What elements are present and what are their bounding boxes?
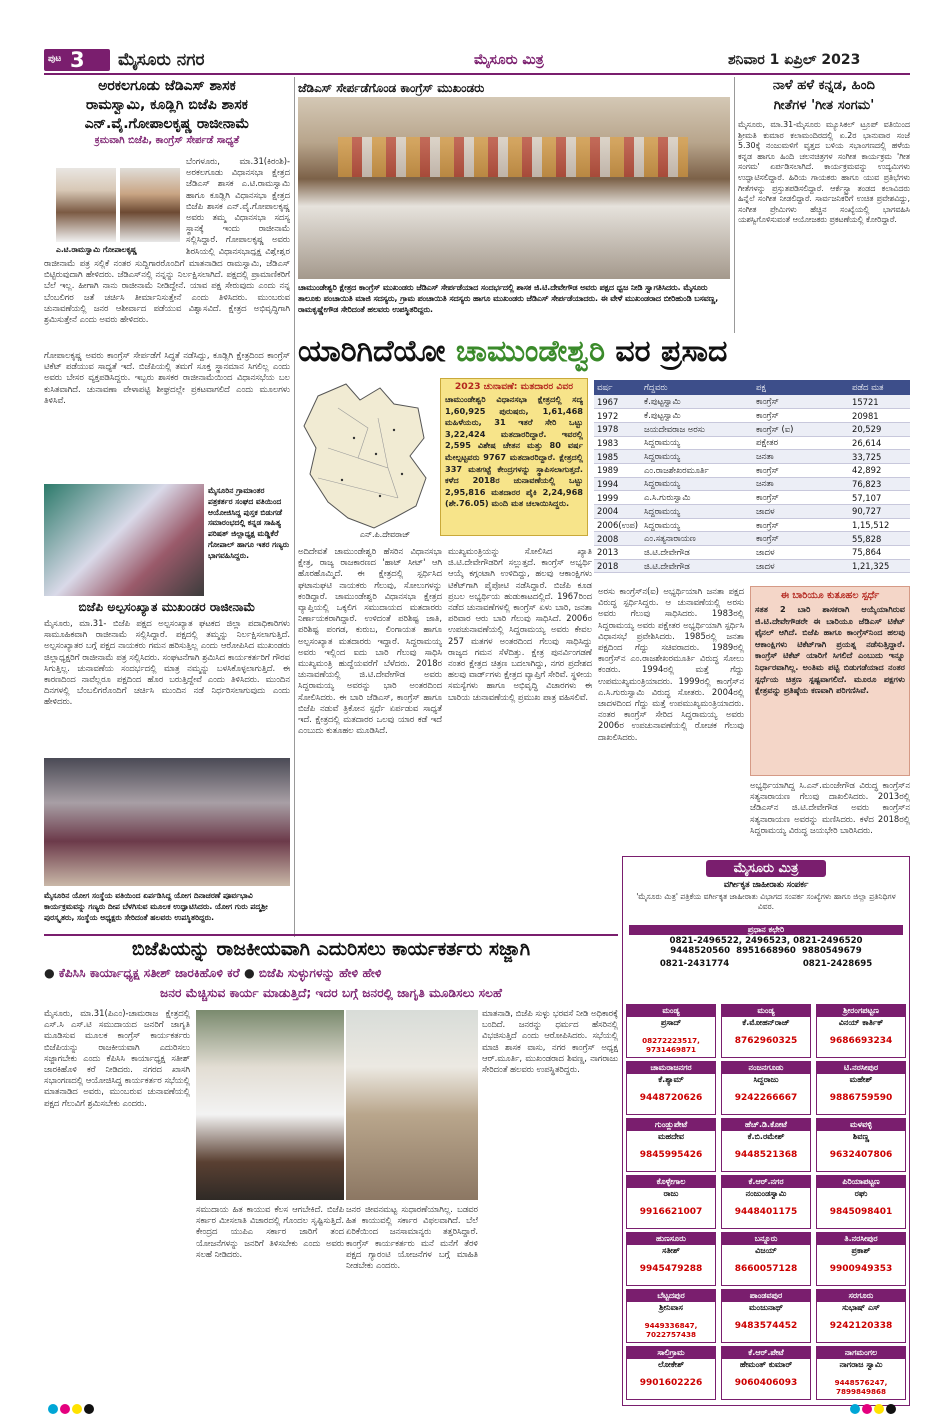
th-year: ವರ್ಷ <box>594 380 641 395</box>
ad-card <box>816 1232 906 1286</box>
results-table-cell: 20981 <box>849 409 910 423</box>
results-table-cell: ಕಾಂಗ್ರೆಸ್ (ಐ) <box>753 422 849 436</box>
bjp-story-divider <box>44 934 618 936</box>
results-table-row <box>594 395 910 409</box>
results-table-cell: 26,614 <box>849 436 910 450</box>
ad-card-name: ವಿಜಯ್ <box>755 1246 777 1255</box>
ad-card-city: ಸರಗೂರು <box>817 1290 905 1302</box>
results-table-cell: ಕಾಂಗ್ರೆಸ್ <box>753 395 849 409</box>
story1-photo-caption: ಎ.ಟಿ.ರಾಮಸ್ವಾಮಿ ಗೋಪಾಲಕೃಷ್ಣ <box>56 245 137 254</box>
ad-card-phone: 08272223517, 9731469871 <box>642 1036 700 1054</box>
ad-card-phone: 9845995426 <box>639 1150 703 1160</box>
ad-card-name: ಹೇಮಂತ್ ಕುಮಾರ್ <box>739 1360 793 1369</box>
page-label: ಪುಟ <box>48 54 62 64</box>
ad-card-phone: 9060406093 <box>734 1378 798 1388</box>
office-mobiles <box>623 946 909 956</box>
story3-photo-caption: ಮೈಸೂರಿನ ಯೋಗ ಸಂಸ್ಥೆಯ ವತಿಯಿಂದ ಏರ್ಪಡಿಸಿದ್ದ ಯೋಗ ದಿನಾಚರಣೆ ಪೂರ್ವಭಾವಿ ಕಾರ್ಯಕ್ರಮವನ್ನು ಗಣ್ಯರು ದೀಪ ಬೆಳಗಿಸುವ ಮೂಲಕ ಉದ್ಘಾಟಿಸಿದರು. ಯೋಗ ಗುರು ಪದ್ಮಶ್ರೀ ಪುರಸ್ಕೃತರು, ಸಂಸ್ಥೆಯ ಅಧ್ಯಕ್ಷರು ಸೇರಿದಂತೆ ಹಲವರು ಉಪಸ್ಥಿತರಿದ್ದರು. <box>44 891 268 922</box>
ad-card-phone: 9483574452 <box>734 1321 798 1331</box>
results-table-cell: 1972 <box>594 409 641 423</box>
ad-card-city: ಟಿ.ನರಸೀಪುರ <box>817 1062 905 1074</box>
ad-card-phone: 9886759590 <box>829 1093 893 1103</box>
results-table-cell: ಜಾದಳ <box>753 546 849 560</box>
results-table-cell: 57,107 <box>849 491 910 505</box>
ad-card <box>721 1004 811 1058</box>
ad-card <box>816 1289 906 1343</box>
page-number-tab <box>44 49 110 71</box>
results-table-cell: ಜಿ.ಟಿ.ದೇವೇಗೌಡ <box>641 559 753 573</box>
th-winner: ಗೆದ್ದವರು <box>641 380 753 395</box>
results-table-cell: 2018 <box>594 559 641 573</box>
ad-card <box>721 1175 811 1229</box>
photo-jarkiholi-speech <box>196 1010 344 1200</box>
ad-card-phone: 9632407806 <box>829 1150 893 1160</box>
ad-card <box>626 1004 716 1058</box>
banner-photo-title: ಜೆಡಿಎಸ್ ಸೇರ್ಪಡೆಗೊಂಡ ಕಾಂಗ್ರೆಸ್ ಮುಖಂಡರು <box>298 81 485 95</box>
registration-mark <box>862 1404 872 1414</box>
results-table-cell: ಕೆ.ಪುಟ್ಟಸ್ವಾಮಿ <box>641 395 753 409</box>
registration-mark <box>850 1404 860 1414</box>
results-table-cell: ಕಾಂಗ್ರೆಸ್ <box>753 532 849 546</box>
results-table-row <box>594 505 910 519</box>
contest-box-title: ಈ ಬಾರಿಯೂ ಕುತೂಹಲ ಸ್ಪರ್ಧೆ <box>780 590 880 601</box>
registration-mark <box>72 1404 82 1414</box>
story2-headline: ಬಿಜೆಪಿ ಅಲ್ಪಸಂಖ್ಯಾತ ಮುಖಂಡರ ರಾಜೀನಾಮೆ <box>78 600 256 614</box>
masthead-rule <box>44 73 910 75</box>
constituency-map <box>298 378 438 534</box>
results-table-cell: ಜಿ.ಟಿ.ದೇವೇಗೌಡ <box>641 546 753 560</box>
ad-card <box>816 1004 906 1058</box>
results-table-cell: ಜಾದಳ <box>753 505 849 519</box>
ad-card <box>816 1061 906 1115</box>
results-table-cell: ಸಿದ್ದರಾಮಯ್ಯ <box>641 505 753 519</box>
banner-photo-caption: ಚಾಮುಂಡೇಶ್ವರಿ ಕ್ಷೇತ್ರದ ಕಾಂಗ್ರೆಸ್ ಮುಖಂಡರು ಜೆಡಿಎಸ್ ಸೇರ್ಪಡೆಯಾದ ಸಂದರ್ಭದಲ್ಲಿ ಶಾಸಕ ಜಿ.ಟಿ.ದೇವೇಗೌಡ ಅವರು ಪಕ್ಷದ ಧ್ವಜ ನೀಡಿ ಸ್ವಾಗತಿಸಿದರು. ಮೈಸೂರು ತಾಲೂಕು ಪಂಚಾಯಿತಿ ಮಾಜಿ ಸದಸ್ಯರು, ಗ್ರಾಮ ಪಂಚಾಯಿತಿ ಸದಸ್ಯರು ಹಾಗೂ ಮುಖಂಡರು ಜೆಡಿಎಸ್ ಸೇರ್ಪಡೆಯಾದರು. ಈ ವೇಳೆ ಮುಖಂಡರಾದ ಬೀರಿಹುಂಡಿ ಬಸವಣ್ಣ, ರಾಮಕೃಷ್ಣೇಗೌಡ ಸೇರಿದಂತೆ ಹಲವರು ಉಪಸ್ಥಿತರಿದ್ದರು. <box>298 283 719 314</box>
bjp-col3: ಜನರ ಜೀವನಮಟ್ಟ ಸುಧಾರಣೆಯಾಗಿಲ್ಲ. ಬಡವರ ಹಿತ ಕಾಯುವಲ್ಲಿ ಸರ್ಕಾರ ವಿಫಲವಾಗಿದೆ. ಬೆಲೆ ಏರಿಕೆಯಿಂದ ಜನಸಾಮಾನ್ಯರು ತತ್ತರಿಸಿದ್ದಾರೆ. ಕಾಂಗ್ರೆಸ್ ಕಾರ್ಯಕರ್ತರು ಮನೆ ಮನೆಗೆ ತೆರಳಿ ಪಕ್ಷದ ಗ್ಯಾರಂಟಿ ಯೋಜನೆಗಳ ಬಗ್ಗೆ ಮಾಹಿತಿ ನೀಡಬೇಕು ಎಂದರು. <box>346 1204 478 1271</box>
results-table-cell: 20,529 <box>849 422 910 436</box>
results-table-cell: ಎ.ಸಿ.ಗುರುಸ್ವಾಮಿ <box>641 491 753 505</box>
column-divider-right <box>734 77 735 333</box>
headline-part-b: ಚಾಮುಂಡೇಶ್ವರಿ <box>455 334 605 369</box>
ad-card-phone: 9448401175 <box>734 1207 798 1217</box>
results-table-cell: ಜನತಾ <box>753 450 849 464</box>
results-table-cell: ಸಿದ್ದರಾಮಯ್ಯ <box>641 450 753 464</box>
ad-card <box>721 1289 811 1343</box>
ad-card-city: ನಂಜನಗೂಡು <box>722 1062 810 1074</box>
chamundeshwari-col1: ಅದಿದೇವತೆ ಚಾಮುಂಡೇಶ್ವರಿ ಹೆಸರಿನ ವಿಧಾನಸಭಾ ಕ್ಷೇತ್ರ, ರಾಜ್ಯ ರಾಜಕಾರಣದ 'ಹಾಟ್ ಸೀಟ್' ಆಗಿ ಹೊರಹೊಮ್ಮಿದೆ. ಈ ಕ್ಷೇತ್ರದಲ್ಲಿ ಸ್ಪರ್ಧಿಸಿದ ಘಟಾನುಘಟಿ ನಾಯಕರು ಗೆಲುವು, ಸೋಲುಗಳನ್ನು ಕಂಡಿದ್ದಾರೆ. ಚಾಮುಂಡೇಶ್ವರಿ ವಿಧಾನಸಭಾ ಕ್ಷೇತ್ರದ ವ್ಯಾಪ್ತಿಯಲ್ಲಿ ಒಕ್ಕಲಿಗ ಸಮುದಾಯದ ಮತದಾರರು ನಿರ್ಣಾಯಕರಾಗಿದ್ದಾರೆ. ಉಳಿದಂತೆ ಪರಿಶಿಷ್ಟ ಜಾತಿ, ಪರಿಶಿಷ್ಟ ಪಂಗಡ, ಕುರುಬ, ಲಿಂಗಾಯತ ಹಾಗೂ ಅಲ್ಪಸಂಖ್ಯಾತ ಮತದಾರರು ಇದ್ದಾರೆ. ಸಿದ್ದರಾಮಯ್ಯ ಅವರು ಇಲ್ಲಿಂದ ಐದು ಬಾರಿ ಗೆಲುವು ಸಾಧಿಸಿ ಮುಖ್ಯಮಂತ್ರಿ ಹುದ್ದೆಯವರೆಗೆ ಬೆಳೆದರು. 2018ರ ಚುನಾವಣೆಯಲ್ಲಿ ಜಿ.ಟಿ.ದೇವೇಗೌಡ ಅವರು ಸಿದ್ದರಾಮಯ್ಯ ಅವರನ್ನು ಭಾರಿ ಅಂತರದಿಂದ ಸೋಲಿಸಿದರು. ಈ ಬಾರಿ ಜೆಡಿಎಸ್, ಕಾಂಗ್ರೆಸ್ ಹಾಗೂ ಬಿಜೆಪಿ ನಡುವೆ ತ್ರಿಕೋನ ಸ್ಪರ್ಧೆ ಏರ್ಪಡುವ ಸಾಧ್ಯತೆ ಇದೆ. ಕ್ಷೇತ್ರದಲ್ಲಿ ಮತದಾರರ ಒಲವು ಯಾರ ಕಡೆ ಇದೆ ಎಂಬುದು ಕುತೂಹಲ ಮೂಡಿಸಿದೆ. <box>298 546 442 736</box>
ad-card-name: ಕೆ.ಮೋಹನ್‌ರಾಜ್ <box>742 1018 790 1027</box>
ad-card <box>721 1232 811 1286</box>
ad-card-phone: 9242120338 <box>829 1321 893 1331</box>
ad-card <box>626 1118 716 1172</box>
ad-card-city: ಪಾಂಡವಪುರ <box>722 1290 810 1302</box>
results-table-cell: 1,15,512 <box>849 518 910 532</box>
ads-intro: 'ಮೈಸೂರು ಮಿತ್ರ' ಪತ್ರಿಕೆಯ ವರ್ಗೀಕೃತ ಜಾಹೀರಾತು ವಿಭಾಗದ ಸಂಪರ್ಕ ಸಂಖ್ಯೆಗಳು ಹಾಗೂ ಜಿಲ್ಲಾ ಪ್ರತಿನಿಧಿಗಳ ವಿವರ. <box>636 892 896 912</box>
ad-card-city: ಕೊಳ್ಳೇಗಾಲ <box>627 1176 715 1188</box>
chamundeshwari-headline <box>298 334 910 374</box>
headline-part-c: ವರ ಪ್ರಸಾದ <box>604 334 728 369</box>
bjp-subhead-3: ಜನರ ಮೆಚ್ಚಿಸುವ ಕಾರ್ಯ ಮಾಡುತ್ತಿದೆ; ಇದರ ಬಗ್ಗೆ ಜನರಲ್ಲಿ ಜಾಗೃತಿ ಮೂಡಿಸಲು ಸಲಹೆ <box>160 986 502 1000</box>
results-table-cell: ಕೆ.ಪುಟ್ಟಸ್ವಾಮಿ <box>641 409 753 423</box>
story1-body-c: ಗೋಪಾಲಕೃಷ್ಣ ಅವರು ಕಾಂಗ್ರೆಸ್ ಸೇರ್ಪಡೆಗೆ ಸಿದ್ಧತೆ ನಡೆಸಿದ್ದು, ಕೂಡ್ಲಿಗಿ ಕ್ಷೇತ್ರದಿಂದ ಕಾಂಗ್ರೆಸ್ ಟಿಕೆಟ್ ಪಡೆಯುವ ಸಾಧ್ಯತೆ ಇದೆ. ಬಿಜೆಪಿಯಲ್ಲಿ ತಮಗೆ ಸೂಕ್ತ ಸ್ಥಾನಮಾನ ಸಿಗಲಿಲ್ಲ ಎಂದು ಅವರು ಬೇಸರ ವ್ಯಕ್ತಪಡಿಸಿದ್ದರು. ಇಬ್ಬರು ಶಾಸಕರ ರಾಜೀನಾಮೆಯಿಂದ ವಿಧಾನಸಭೆಯ ಬಲ ಕುಸಿತವಾಗಿದೆ. ಚುನಾವಣಾ ವೇಳಾಪಟ್ಟಿ ಶೀಘ್ರದಲ್ಲೇ ಪ್ರಕಟವಾಗಲಿದೆ ಎಂದು ಮೂಲಗಳು ತಿಳಿಸಿವೆ. <box>44 350 290 405</box>
results-table-cell: 42,892 <box>849 463 910 477</box>
results-table-cell: 1999 <box>594 491 641 505</box>
results-table-cell: 1967 <box>594 395 641 409</box>
story1-body-a: ಬೆಂಗಳೂರು, ಮಾ.31(ಕಿರಂಶಿ)- ಅರಕಲಗೂಡು ವಿಧಾನಸಭಾ ಕ್ಷೇತ್ರದ ಜೆಡಿಎಸ್ ಶಾಸಕ ಎ.ಟಿ.ರಾಮಸ್ವಾಮಿ ಹಾಗೂ ಕೂಡ್ಲಿಗಿ ವಿಧಾನಸಭಾ ಕ್ಷೇತ್ರದ ಬಿಜೆಪಿ ಶಾಸಕ ಎನ್.ವೈ.ಗೋಪಾಲಕೃಷ್ಣ ಅವರು ತಮ್ಮ ವಿಧಾನಸಭಾ ಸದಸ್ಯ ಸ್ಥಾನಕ್ಕೆ ಇಂದು ರಾಜೀನಾಮೆ ಸಲ್ಲಿಸಿದ್ದಾರೆ. ಗೋಪಾಲಕೃಷ್ಣ ಅವರು ಶಿರಸಿಯಲ್ಲಿ ವಿಧಾನಸಭಾಧ್ಯಕ್ಷ ವಿಶ್ವೇಶ್ವರ <box>186 156 290 256</box>
ad-card-name: ಸತೀಶ್ <box>662 1246 680 1255</box>
results-table-cell: 1985 <box>594 450 641 464</box>
ad-card-city: ಮಂಡ್ಯ <box>627 1005 715 1017</box>
results-table-cell: 2006(ಉಪ) <box>594 518 641 532</box>
ad-card <box>626 1175 716 1229</box>
ad-card-city: ಶ್ರೀರಂಗಪಟ್ಟಣ <box>817 1005 905 1017</box>
ad-card-phone: 9449336847, 7022757438 <box>644 1321 698 1339</box>
ad-card-name: ಮಹದೇವ <box>657 1132 685 1141</box>
results-table-row <box>594 546 910 560</box>
page-number: 3 <box>70 48 85 72</box>
ad-card-phone: 9916621007 <box>639 1207 703 1217</box>
results-table-row <box>594 409 910 423</box>
story1-headline-3: ಎನ್.ವೈ.ಗೋಪಾಲಕೃಷ್ಣ ರಾಜೀನಾಮೆ <box>84 116 250 132</box>
ad-card-city: ಕೆ.ಆರ್.ನಗರ <box>722 1176 810 1188</box>
chamundeshwari-col4: ಅಭ್ಯರ್ಥಿಯಾಗಿದ್ದ ಸಿ.ಎನ್.ಮಂಜೇಗೌಡ ವಿರುದ್ಧ ಕಾಂಗ್ರೆಸ್‌ನ ಸತ್ಯನಾರಾಯಣ ಗೆಲುವು ದಾಖಲಿಸಿದರು. 2013ರಲ್ಲಿ ಜೆಡಿಎಸ್‌ನ ಜಿ.ಟಿ.ದೇವೇಗೌಡ ಅವರು ಕಾಂಗ್ರೆಸ್‌ನ ಸತ್ಯನಾರಾಯಣ ಅವರನ್ನು ಮಣಿಸಿದರು. ಕಳೆದ 2018ರಲ್ಲಿ ಸಿದ್ದರಾಮಯ್ಯ ವಿರುದ್ಧ ಜಯಭೇರಿ ಬಾರಿಸಿದರು. <box>750 780 910 835</box>
results-table-cell: 1978 <box>594 422 641 436</box>
ad-card-name: ನಾಗರಾಜ ಸ್ವಾಮಿ <box>839 1360 883 1369</box>
results-table-cell: 33,725 <box>849 450 910 464</box>
ad-card-city: ಚಾಮರಾಜನಗರ <box>627 1062 715 1074</box>
story1-body-b: ರಾಜೀನಾಮೆ ಪತ್ರ ಸಲ್ಲಿಕೆ ನಂತರ ಸುದ್ದಿಗಾರರೊಂದಿಗೆ ಮಾತನಾಡಿದ ರಾಮಸ್ವಾಮಿ, ಜೆಡಿಎಸ್ ಬಿಟ್ಟಿರುವುದಾಗಿ ಹೇಳಿದರು. ಜೆಡಿಎಸ್‌ನಲ್ಲಿ ನನ್ನನ್ನು ನಿರ್ಲಕ್ಷಿಸಲಾಗಿದೆ. ಪಕ್ಷದಲ್ಲಿ ಪ್ರಾಮಾಣಿಕರಿಗೆ ಬೆಲೆ ಇಲ್ಲ. ಹೀಗಾಗಿ ನಾನು ರಾಜೀನಾಮೆ ನೀಡಿದ್ದೇನೆ. ಯಾವ ಪಕ್ಷ ಸೇರುವುದು ಎಂದು ನನ್ನ ಬೆಂಬಲಿಗರ ಜತೆ ಚರ್ಚಿಸಿ ತೀರ್ಮಾನಿಸುತ್ತೇನೆ ಎಂದು ತಿಳಿಸಿದರು. ಮುಂಬರುವ ಚುನಾವಣೆಯಲ್ಲಿ ಜನರ ಆಶೀರ್ವಾದ ಪಡೆಯುವ ವಿಶ್ವಾಸವಿದೆ. ಕ್ಷೇತ್ರದ ಅಭಿವೃದ್ಧಿಗಾಗಿ ಶ್ರಮಿಸುತ್ತೇನೆ ಎಂದು ಅವರು ಹೇಳಿದರು. <box>44 258 290 325</box>
contest-box-body: ಸತತ 2 ಬಾರಿ ಶಾಸಕರಾಗಿ ಆಯ್ಕೆಯಾಗಿರುವ ಜಿ.ಟಿ.ದೇವೇಗೌಡರೇ ಈ ಬಾರಿಯೂ ಜೆಡಿಎಸ್ ಟಿಕೆಟ್ ಫೈನಲ್ ಆಗಿದೆ. ಬಿಜೆಪಿ ಹಾಗೂ ಕಾಂಗ್ರೆಸ್‌ನಿಂದ ಹಲವು ಆಕಾಂಕ್ಷಿಗಳು ಟಿಕೆಟ್‌ಗಾಗಿ ಪ್ರಯತ್ನ ನಡೆಸುತ್ತಿದ್ದಾರೆ. ಕಾಂಗ್ರೆಸ್ ಟಿಕೆಟ್ ಯಾರಿಗೆ ಸಿಗಲಿದೆ ಎಂಬುದು ಇನ್ನೂ ನಿರ್ಧಾರವಾಗಿಲ್ಲ. ಅಂತಿಮ ಪಟ್ಟಿ ಬಿಡುಗಡೆಯಾದ ನಂತರ ಸ್ಪರ್ಧೆಯ ಚಿತ್ರಣ ಸ್ಪಷ್ಟವಾಗಲಿದೆ. ಮೂರೂ ಪಕ್ಷಗಳು ಕ್ಷೇತ್ರವನ್ನು ಪ್ರತಿಷ್ಠೆಯ ಕಣವಾಗಿ ಪರಿಗಣಿಸಿವೆ. <box>755 604 905 696</box>
ad-card-city: ನಾಗಮಂಗಲ <box>817 1347 905 1359</box>
ad-card-phone: 9448521368 <box>734 1150 798 1160</box>
story2-photo-caption: ಮೈಸೂರಿನ ಗ್ರಾಮಾಂತರ ಪತ್ರಕರ್ತರ ಸಂಘದ ವತಿಯಿಂದ ಆಯೋಜಿಸಿದ್ದ ಪುಸ್ತಕ ಬಿಡುಗಡೆ ಸಮಾರಂಭದಲ್ಲಿ ಕನ್ನಡ ಸಾಹಿತ್ಯ ಪರಿಷತ್ ಜಿಲ್ಲಾಧ್ಯಕ್ಷ ಮಡ್ಡಿಕೆರೆ ಗೋಪಾಲ್ ಹಾಗೂ ಇತರ ಗಣ್ಯರು ಭಾಗವಹಿಸಿದ್ದರು. <box>208 486 290 560</box>
ad-card-phone: 9845098401 <box>829 1207 893 1217</box>
photo-workers-meeting <box>346 1010 478 1200</box>
results-table-cell: ಸಿದ್ದರಾಮಯ್ಯ <box>641 477 753 491</box>
th-party: ಪಕ್ಷ <box>753 380 849 395</box>
photo-book-release <box>44 484 204 596</box>
results-table <box>594 380 910 573</box>
office-phone: 0821-2496522, 2496523, 0821-2496520 <box>669 936 863 946</box>
ad-cards-grid <box>626 1004 906 1402</box>
results-table-row <box>594 477 910 491</box>
ad-card-phone: 9900949353 <box>829 1264 893 1274</box>
ad-card-name: ಕೆ.ಶ್ಯಾಮ್ <box>658 1075 684 1084</box>
bjp-subhead-row: ● ಕೆಪಿಸಿಸಿ ಕಾರ್ಯಾಧ್ಯಕ್ಷ ಸತೀಶ್ ಜಾರಕಿಹೊಳಿ ಕರೆ ● ಬಿಜೆಪಿ ಸುಳ್ಳುಗಳನ್ನು ಹೇಳಿ ಹೇಳಿ <box>44 966 382 980</box>
issue-date: ಶನಿವಾರ 1 ಏಪ್ರಿಲ್ 2023 <box>728 52 861 68</box>
results-table-cell: 1994 <box>594 477 641 491</box>
bjp-col4: ಮಾತನಾಡಿ, ಬಿಜೆಪಿ ಸುಳ್ಳು ಭರವಸೆ ನೀಡಿ ಅಧಿಕಾರಕ್ಕೆ ಬಂದಿದೆ. ಜನರನ್ನು ಧರ್ಮದ ಹೆಸರಿನಲ್ಲಿ ವಿಭಜಿಸುತ್ತಿದೆ ಎಂದು ಆರೋಪಿಸಿದರು. ಸಭೆಯಲ್ಲಿ ಮಾಜಿ ಶಾಸಕ ವಾಸು, ನಗರ ಕಾಂಗ್ರೆಸ್ ಅಧ್ಯಕ್ಷ ಆರ್.ಮೂರ್ತಿ, ಮುಖಂಡರಾದ ಶಿವಣ್ಣ, ನಾಗರಾಜು ಸೇರಿದಂತೆ ಹಲವರು ಉಪಸ್ಥಿತರಿದ್ದರು. <box>482 1008 618 1075</box>
office-label: ಪ್ರಧಾನ ಕಛೇರಿ <box>629 925 903 935</box>
ad-card-name: ಮಹೇಶ್ <box>849 1075 873 1084</box>
story1-subhead: ಕ್ರಮವಾಗಿ ಬಿಜೆಪಿ, ಕಾಂಗ್ರೆಸ್ ಸೇರ್ಪಡೆ ಸಾಧ್ಯತೆ <box>94 135 240 146</box>
results-table-row <box>594 422 910 436</box>
ad-card-city: ಸಾಲಿಗ್ರಾಮ <box>627 1347 715 1359</box>
results-table-row <box>594 518 910 532</box>
results-table-header <box>594 380 910 395</box>
stats-title: 2023 ಚುನಾವಣೆ: ಮತದಾರರ ವಿವರ <box>454 381 574 392</box>
ad-card-phone: 9242266667 <box>734 1093 798 1103</box>
bjp-subhead-1: ಕೆಪಿಸಿಸಿ ಕಾರ್ಯಾಧ್ಯಕ್ಷ ಸತೀಶ್ ಜಾರಕಿಹೊಳಿ ಕರೆ <box>58 966 240 980</box>
office-mobile-1: 9448520560 <box>670 946 731 956</box>
results-table-cell: ಎಂ.ರಾಜಶೇಖರಮೂರ್ತಿ <box>641 463 753 477</box>
results-table-cell: 1983 <box>594 436 641 450</box>
ads-subtitle: ವರ್ಗೀಕೃತ ಜಾಹೀರಾತು ಸಂಪರ್ಕ <box>723 879 809 889</box>
results-table-cell: 15721 <box>849 395 910 409</box>
fax-1: 0821-2431774 <box>659 959 730 969</box>
registration-mark <box>60 1404 70 1414</box>
banner-photo-title-bar <box>298 77 728 95</box>
ad-card-city: ಗುಂಡ್ಲುಪೇಟೆ <box>627 1119 715 1131</box>
results-table-cell: 55,828 <box>849 532 910 546</box>
fax-2: 0821-2428695 <box>802 959 873 969</box>
results-table-cell: 1989 <box>594 463 641 477</box>
story-resignation <box>44 77 290 148</box>
results-table-row <box>594 491 910 505</box>
results-table-row <box>594 559 910 573</box>
ad-card-name: ಶ್ರೀನಿವಾಸ <box>659 1303 683 1312</box>
ad-card <box>626 1346 716 1400</box>
registration-mark <box>48 1404 58 1414</box>
column-divider <box>294 77 295 937</box>
voter-stats-box <box>440 378 588 536</box>
ad-card <box>626 1289 716 1343</box>
results-table-cell: ಕಾಂಗ್ರೆಸ್ <box>753 463 849 477</box>
results-table-cell: 2004 <box>594 505 641 519</box>
map-caption: ಎನ್.ಪಿ.ದೇವರಾಜ್ <box>359 530 411 539</box>
ad-card-city: ಹೆಚ್.ಡಿ.ಕೋಟೆ <box>722 1119 810 1131</box>
office-mobile-2: 8951668960 <box>736 946 796 956</box>
ad-card-name: ನಂಜುಂಡಸ್ವಾಮಿ <box>745 1189 787 1198</box>
ad-card <box>721 1061 811 1115</box>
photo-yoga-event <box>44 758 290 886</box>
ad-card-phone: 9686693234 <box>829 1036 893 1046</box>
ad-card-name: ವಿನಯ್ ಕಾರ್ತಿಕ್ <box>838 1018 884 1027</box>
paper-name: ಮೈಸೂರು ಮಿತ್ರ <box>474 52 544 68</box>
results-table-row <box>594 450 910 464</box>
photo-gopalakrishna <box>120 168 180 242</box>
results-table-cell: ಎಂ.ಸತ್ಯನಾರಾಯಣ <box>641 532 753 546</box>
masthead <box>44 49 910 73</box>
results-table-cell: ಕಾಂಗ್ರೆಸ್ <box>753 409 849 423</box>
bjp-headline: ಬಿಜೆಪಿಯನ್ನು ರಾಜಕೀಯವಾಗಿ ಎದುರಿಸಲು ಕಾರ್ಯಕರ್ತರು ಸಜ್ಜಾಗಿ <box>131 938 531 960</box>
ads-title: ಮೈಸೂರು ಮಿತ್ರ <box>706 860 826 877</box>
fax-row <box>623 959 909 969</box>
registration-mark <box>874 1404 884 1414</box>
photo-jds-joining <box>298 97 730 279</box>
ad-card-name: ಪ್ರಸಾದ್ <box>660 1018 682 1027</box>
ad-card-phone: 9448720626 <box>639 1093 703 1103</box>
results-table-cell: ಸಿದ್ದರಾಮಯ್ಯ <box>641 518 753 532</box>
registration-mark <box>84 1404 94 1414</box>
story1-headline-2: ರಾಮಸ್ವಾಮಿ, ಕೂಡ್ಲಿಗಿ ಬಿಜೆಪಿ ಶಾಸಕ <box>86 97 248 113</box>
results-table-cell: ಸಿದ್ದರಾಮಯ್ಯ <box>641 436 753 450</box>
results-table-cell: ಕಾಂಗ್ರೆಸ್ <box>753 491 849 505</box>
ad-card-name: ಪ್ರಕಾಶ್ <box>851 1246 871 1255</box>
ad-card-name: ಮಂಜುನಾಥ್ <box>748 1303 784 1312</box>
ad-card-phone: 9901602226 <box>639 1378 703 1388</box>
ad-card <box>626 1061 716 1115</box>
ad-card-name: ರಾಜು <box>663 1189 679 1198</box>
registration-mark <box>886 1404 896 1414</box>
th-votes: ಪಡೆದ ಮತ <box>849 380 910 395</box>
ad-card-city: ಮಂಡ್ಯ <box>722 1005 810 1017</box>
results-table-cell: ಜಯದೇವರಾಜ ಅರಸು <box>641 422 753 436</box>
ad-card <box>816 1175 906 1229</box>
results-table-row <box>594 436 910 450</box>
photo-ramaswamy <box>56 168 116 242</box>
results-table-cell: 2008 <box>594 532 641 546</box>
gita-body: ಮೈಸೂರು, ಮಾ.31-ಮೈಸೂರು ಮ್ಯೂಸಿಕಲ್ ಟ್ರೂಪ್ ವತಿಯಿಂದ ಶ್ರೀಮತಿ ಕುಮಾರ ಕಲಾಮಂದಿರದಲ್ಲಿ ಏ.2ರ ಭಾನುವಾರ ಸಂಜೆ 5.30ಕ್ಕೆ ನಂಜುಮಳಿಗೆ ವೃತ್ತದ ಬಳಿಯ ಸಭಾಂಗಣದಲ್ಲಿ ಹಳೆಯ ಕನ್ನಡ ಹಾಗೂ ಹಿಂದಿ ಚಲನಚಿತ್ರಗಳ ಸಂಗೀತ ಕಾರ್ಯಕ್ರಮ 'ಗೀತ ಸಂಗಮ' ಏರ್ಪಡಿಸಲಾಗಿದೆ. ಕಾರ್ಯಕ್ರಮವನ್ನು ಉದ್ಯಮಿಗಳು ಉದ್ಘಾಟಿಸಲಿದ್ದಾರೆ. ಹಿರಿಯ ಗಾಯಕರು ಹಾಗೂ ಯುವ ಪ್ರತಿಭೆಗಳು ಗೀತೆಗಳನ್ನು ಪ್ರಸ್ತುತಪಡಿಸಲಿದ್ದಾರೆ. ಆರ್ಕೆಸ್ಟ್ರಾ ತಂಡದ ಕಲಾವಿದರು ಹಿನ್ನೆಲೆ ಸಂಗೀತ ನೀಡಲಿದ್ದಾರೆ. ಸಾರ್ವಜನಿಕರಿಗೆ ಉಚಿತ ಪ್ರವೇಶವಿದ್ದು, ಸಂಗೀತ ಪ್ರೇಮಿಗಳು ಹೆಚ್ಚಿನ ಸಂಖ್ಯೆಯಲ್ಲಿ ಭಾಗವಹಿಸಿ ಯಶಸ್ವಿಗೊಳಿಸುವಂತೆ ಆಯೋಜಕರು ಪ್ರಕಟಣೆಯಲ್ಲಿ ಕೋರಿದ್ದಾರೆ. <box>738 120 910 225</box>
results-table-cell: 76,823 <box>849 477 910 491</box>
ad-card <box>721 1118 811 1172</box>
results-table-row <box>594 532 910 546</box>
ad-card-city: ಹುಣಸೂರು <box>627 1233 715 1245</box>
gita-headline-2: ಗೀತೆಗಳ 'ಗೀತ ಸಂಗಮ' <box>773 98 875 113</box>
ad-card-city: ಮಳವಳ್ಳಿ <box>817 1119 905 1131</box>
ad-card-name: ಸಿದ್ದರಾಜು <box>753 1075 779 1084</box>
headline-part-a: ಯಾರಿಗಿದೆಯೋ <box>298 334 456 369</box>
results-table-cell: ಜನತಾ <box>753 477 849 491</box>
ad-card-city: ಬೆಟ್ಟದಪುರ <box>627 1290 715 1302</box>
section-title: ಮೈಸೂರು ನಗರ <box>118 50 205 70</box>
ad-card-city: ತಿ.ನರಸೀಪುರ <box>817 1233 905 1245</box>
story1-headline-1: ಅರಕಲಗೂಡು ಜೆಡಿಎಸ್ ಶಾಸಕ <box>98 78 236 94</box>
ad-card-city: ಬನ್ನೂರು <box>722 1233 810 1245</box>
bjp-col2: ಸಮುದಾಯ ಹಿತ ಕಾಯುವ ಕೆಲಸ ಆಗಬೇಕಿದೆ. ಬಿಜೆಪಿ ಸರ್ಕಾರ ಮೀಸಲಾತಿ ವಿಚಾರದಲ್ಲಿ ಗೊಂದಲ ಸೃಷ್ಟಿಸುತ್ತಿದೆ. ಕೇಂದ್ರದ ಯುಪಿಎ ಸರ್ಕಾರ ಜಾರಿಗೆ ತಂದ ಯೋಜನೆಗಳನ್ನು ಜನರಿಗೆ ತಿಳಿಸಬೇಕು ಎಂದು ಅವರು ಸಲಹೆ ನೀಡಿದರು. <box>196 1204 344 1259</box>
ad-card-name: ಲೋಕೇಶ್ <box>657 1360 685 1369</box>
results-table-cell: ಜಾದಳ <box>753 559 849 573</box>
story2-body: ಮೈಸೂರು, ಮಾ.31- ಬಿಜೆಪಿ ಪಕ್ಷದ ಅಲ್ಪಸಂಖ್ಯಾತ ಘಟಕದ ಜಿಲ್ಲಾ ಪದಾಧಿಕಾರಿಗಳು ಸಾಮೂಹಿಕವಾಗಿ ರಾಜೀನಾಮೆ ಸಲ್ಲಿಸಿದ್ದಾರೆ. ಪಕ್ಷದಲ್ಲಿ ತಮ್ಮನ್ನು ನಿರ್ಲಕ್ಷಿಸಲಾಗುತ್ತಿದೆ. ಅಲ್ಪಸಂಖ್ಯಾತರ ಬಗ್ಗೆ ಪಕ್ಷದ ನಾಯಕರು ಗಮನ ಹರಿಸುತ್ತಿಲ್ಲ ಎಂದು ಆರೋಪಿಸಿದ ಮುಖಂಡರು ಜಿಲ್ಲಾಧ್ಯಕ್ಷರಿಗೆ ರಾಜೀನಾಮೆ ಪತ್ರ ಸಲ್ಲಿಸಿದರು. ಸಂಘಟನೆಗಾಗಿ ಶ್ರಮಿಸಿದ ಕಾರ್ಯಕರ್ತರಿಗೆ ಗೌರವ ಸಿಗುತ್ತಿಲ್ಲ. ಚುನಾವಣೆಯ ಸಂದರ್ಭದಲ್ಲಿ ಮಾತ್ರ ನಮ್ಮನ್ನು ಬಳಸಿಕೊಳ್ಳಲಾಗುತ್ತಿದೆ. ಈ ಕಾರಣದಿಂದ ನಾವೆಲ್ಲರೂ ಪಕ್ಷದಿಂದ ಹೊರ ಬರುತ್ತಿದ್ದೇವೆ ಎಂದು ತಿಳಿಸಿದರು. ಮುಂದಿನ ದಿನಗಳಲ್ಲಿ ಬೆಂಬಲಿಗರೊಂದಿಗೆ ಚರ್ಚಿಸಿ ಮುಂದಿನ ನಡೆ ನಿರ್ಧರಿಸಲಾಗುವುದು ಎಂದು ಹೇಳಿದರು. <box>44 618 290 707</box>
ad-card-phone: 8762960325 <box>734 1036 798 1046</box>
ad-card-name: ಸುಭಾಷ್ ಎಸ್ <box>842 1303 880 1312</box>
bjp-subhead-2: ಬಿಜೆಪಿ ಸುಳ್ಳುಗಳನ್ನು ಹೇಳಿ ಹೇಳಿ <box>258 966 382 980</box>
contest-box <box>750 586 910 776</box>
results-table-cell: ಕಾಂಗ್ರೆಸ್ <box>753 518 849 532</box>
ad-card-phone: 8660057128 <box>734 1264 798 1274</box>
ad-card-phone: 9448576247, 7899849868 <box>834 1378 888 1396</box>
bjp-col1: ಮೈಸೂರು, ಮಾ.31(ಪಿಎಂ)-ಚಾಮರಾಜ ಕ್ಷೇತ್ರದಲ್ಲಿ ಎಸ್.ಸಿ ಎಸ್.ಟಿ ಸಮುದಾಯದ ಜನರಿಗೆ ಜಾಗೃತಿ ಮೂಡಿಸುವ ಮೂಲಕ ಕಾಂಗ್ರೆಸ್ ಕಾರ್ಯಕರ್ತರು ಬಿಜೆಪಿಯನ್ನು ರಾಜಕೀಯವಾಗಿ ಎದುರಿಸಲು ಸಜ್ಜಾಗಬೇಕು ಎಂದು ಕೆಪಿಸಿಸಿ ಕಾರ್ಯಾಧ್ಯಕ್ಷ ಸತೀಶ್ ಜಾರಕಿಹೊಳಿ ಕರೆ ನೀಡಿದರು. ನಗರದ ಖಾಸಗಿ ಸಭಾಂಗಣದಲ್ಲಿ ಆಯೋಜಿಸಿದ್ದ ಕಾರ್ಯಕರ್ತರ ಸಭೆಯಲ್ಲಿ ಮಾತನಾಡಿದ ಅವರು, ಮುಂಬರುವ ಚುನಾವಣೆಯಲ್ಲಿ ಪಕ್ಷದ ಗೆಲುವಿಗೆ ಶ್ರಮಿಸಬೇಕು ಎಂದರು. <box>44 1008 190 1108</box>
results-table-cell: ಪಕ್ಷೇತರ <box>753 436 849 450</box>
ad-card <box>626 1232 716 1286</box>
results-table-cell: 90,727 <box>849 505 910 519</box>
stats-body: ಚಾಮುಂಡೇಶ್ವರಿ ವಿಧಾನಸಭಾ ಕ್ಷೇತ್ರದಲ್ಲಿ ಸದ್ಯ 1,60,925 ಪುರುಷರು, 1,61,468 ಮಹಿಳೆಯರು, 31 ಇತರೆ ಸೇರಿ ಒಟ್ಟು 3,22,424 ಮತದಾರರಿದ್ದಾರೆ. ಇವರಲ್ಲಿ 2,595 ವಿಶೇಷ ಚೇತನ ಮತ್ತು 80 ವರ್ಷ ಮೇಲ್ಪಟ್ಟವರು 9767 ಮತದಾರರಿದ್ದಾರೆ. ಕ್ಷೇತ್ರದಲ್ಲಿ 337 ಮತಗಟ್ಟೆ ಕೇಂದ್ರಗಳನ್ನು ಸ್ಥಾಪಿಸಲಾಗುತ್ತದೆ. ಕಳೆದ 2018ರ ಚುನಾವಣೆಯಲ್ಲಿ ಒಟ್ಟು 2,95,816 ಮತದಾರರ ಪೈಕಿ 2,24,968 (ಶೇ.76.05) ಮಂದಿ ಮತ ಚಲಾಯಿಸಿದ್ದರು. <box>445 394 583 509</box>
ad-card-name: ರಘು <box>854 1189 868 1198</box>
ad-card-name: ಶಿವಣ್ಣ <box>852 1132 870 1141</box>
chamundeshwari-col2: ಮುಖ್ಯಮಂತ್ರಿಯನ್ನು ಸೋಲಿಸಿದ ಖ್ಯಾತಿ ಜಿ.ಟಿ.ದೇವೇಗೌಡರಿಗೆ ಸಲ್ಲುತ್ತದೆ. ಕಾಂಗ್ರೆಸ್ ಅಭ್ಯರ್ಥಿ ಆಯ್ಕೆ ಕಗ್ಗಂಟಾಗಿ ಉಳಿದಿದ್ದು, ಹಲವು ಆಕಾಂಕ್ಷಿಗಳು ಟಿಕೆಟ್‌ಗಾಗಿ ಪೈಪೋಟಿ ನಡೆಸಿದ್ದಾರೆ. ಬಿಜೆಪಿ ಕೂಡ ಪ್ರಬಲ ಅಭ್ಯರ್ಥಿಯ ಹುಡುಕಾಟದಲ್ಲಿದೆ. 1967ರಿಂದ ನಡೆದ ಚುನಾವಣೆಗಳಲ್ಲಿ ಕಾಂಗ್ರೆಸ್ ಏಳು ಬಾರಿ, ಜನತಾ ಪರಿವಾರ ಆರು ಬಾರಿ ಗೆಲುವು ಸಾಧಿಸಿದೆ. 2006ರ ಉಪಚುನಾವಣೆಯಲ್ಲಿ ಸಿದ್ದರಾಮಯ್ಯ ಅವರು ಕೇವಲ 257 ಮತಗಳ ಅಂತರದಿಂದ ಗೆಲುವು ಸಾಧಿಸಿದ್ದು ರಾಜ್ಯದ ಗಮನ ಸೆಳೆದಿತ್ತು. ಕ್ಷೇತ್ರ ಪುನರ್ವಿಂಗಡಣೆ ನಂತರ ಕ್ಷೇತ್ರದ ಚಿತ್ರಣ ಬದಲಾಗಿದ್ದು, ನಗರ ಪ್ರದೇಶದ ಹಲವು ವಾರ್ಡ್‌ಗಳು ಕ್ಷೇತ್ರದ ವ್ಯಾಪ್ತಿಗೆ ಸೇರಿವೆ. ಸ್ಥಳೀಯ ಸಮಸ್ಯೆಗಳು ಹಾಗೂ ಅಭಿವೃದ್ಧಿ ವಿಚಾರಗಳು ಈ ಬಾರಿಯ ಚುನಾವಣೆಯಲ್ಲಿ ಪ್ರಮುಖ ಪಾತ್ರ ವಹಿಸಲಿವೆ. <box>448 546 592 702</box>
ad-card-city: ಕೆ.ಆರ್.ಪೇಟೆ <box>722 1347 810 1359</box>
results-table-cell: 2013 <box>594 546 641 560</box>
garland-decoration <box>338 137 688 177</box>
ad-card-city: ಪಿರಿಯಾಪಟ್ಟಣ <box>817 1176 905 1188</box>
office-mobile-3: 9880549679 <box>801 946 862 956</box>
ad-card <box>721 1346 811 1400</box>
ad-card-phone: 9945479288 <box>639 1264 703 1274</box>
ad-card <box>816 1118 906 1172</box>
results-table-row <box>594 463 910 477</box>
chamundeshwari-col3: ಅರಸು ಕಾಂಗ್ರೆಸ್‌ನ(ಐ) ಅಭ್ಯರ್ಥಿಯಾಗಿ ಜನತಾ ಪಕ್ಷದ ವಿರುದ್ಧ ಸ್ಪರ್ಧಿಸಿದ್ದರು. ಆ ಚುನಾವಣೆಯಲ್ಲಿ ಅರಸು ಅವರು ಗೆಲುವು ಸಾಧಿಸಿದರು. 1983ರಲ್ಲಿ ಸಿದ್ದರಾಮಯ್ಯ ಅವರು ಪಕ್ಷೇತರ ಅಭ್ಯರ್ಥಿಯಾಗಿ ಸ್ಪರ್ಧಿಸಿ ವಿಧಾನಸಭೆ ಪ್ರವೇಶಿಸಿದರು. 1985ರಲ್ಲಿ ಜನತಾ ಪಕ್ಷದಿಂದ ಗೆದ್ದು ಸಚಿವರಾದರು. 1989ರಲ್ಲಿ ಕಾಂಗ್ರೆಸ್‌ನ ಎಂ.ರಾಜಶೇಖರಮೂರ್ತಿ ವಿರುದ್ಧ ಸೋಲು ಕಂಡರು. 1994ರಲ್ಲಿ ಮತ್ತೆ ಗೆದ್ದು ಉಪಮುಖ್ಯಮಂತ್ರಿಯಾದರು. 1999ರಲ್ಲಿ ಕಾಂಗ್ರೆಸ್‌ನ ಎ.ಸಿ.ಗುರುಸ್ವಾಮಿ ವಿರುದ್ಧ ಸೋತರು. 2004ರಲ್ಲಿ ಜಾದಳದಿಂದ ಗೆದ್ದು ಮತ್ತೆ ಉಪಮುಖ್ಯಮಂತ್ರಿಯಾದರು. ನಂತರ ಕಾಂಗ್ರೆಸ್ ಸೇರಿದ ಸಿದ್ದರಾಮಯ್ಯ ಅವರು 2006ರ ಉಪಚುನಾವಣೆಯಲ್ಲಿ ರೋಚಕ ಗೆಲುವು ದಾಖಲಿಸಿದರು. <box>598 586 744 742</box>
ad-card-name: ಕೆ.ಬಿ.ರಮೇಶ್ <box>747 1132 785 1141</box>
results-table-wrap <box>594 380 910 573</box>
gita-headline-1: ನಾಳೆ ಹಳೆ ಕನ್ನಡ, ಹಿಂದಿ <box>772 78 876 93</box>
results-table-cell: 75,864 <box>849 546 910 560</box>
results-table-cell: 1,21,325 <box>849 559 910 573</box>
ad-card <box>816 1346 906 1400</box>
